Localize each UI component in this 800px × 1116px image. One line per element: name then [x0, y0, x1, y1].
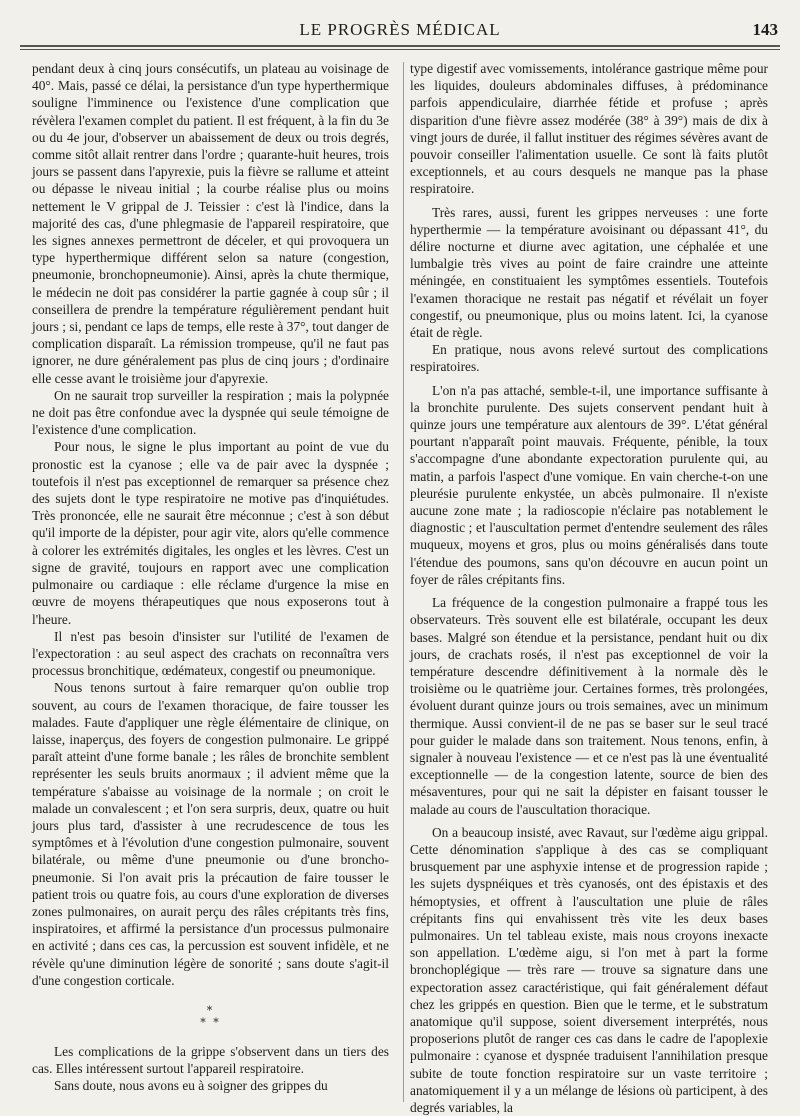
page-header: [20, 18, 780, 48]
paragraph: pendant deux à cinq jours consécutifs, un plateau au voisinage de 40°. Mais, passé ce délai, la persistance d'un type hyperthermique souligne l'imminence ou l'existence d'une complication que révèlera l'examen complet du patient. Il est fréquent, à la fin du 3e ou du 4e jour, d'observer un abaissement de deux ou trois degrés, comme sitôt allait rentrer dans l'ordre ; quarante-huit heures, trois jours se passent dans l'apyrexie, puis la fièvre se rallume et atteint ou dépasse le niveau initial ; la courbe réalise plus ou moins nettement le V grippal de J. Teissier : c'est là l'indice, dans la majorité des cas, d'une phlegmasie de l'appareil respiratoire, que les signes annexes permettront de déceler, et qui provoquera un type hyperthermique différent selon sa nature (congestion, pneumonie, bronchopneumonie). Ainsi, après la chute thermique, le médecin ne doit pas considérer la partie gagnée à coup sûr ; il conseillera de prendre la température régulièrement pendant huit jours ; si, pendant ce laps de temps, elle reste à 37°, tout danger de complication disparaît. La rémission trompeuse, qu'il ne faut pas ignorer, ne dure généralement pas plus de cinq jours ; d'ordinaire elle cesse avant le troisième jour d'apyrexie.: [32, 61, 389, 386]
paragraph: Sans doute, nous avons eu à soigner des grippes du: [54, 1078, 328, 1094]
paragraph: Pour nous, le signe le plus important au point de vue du pronostic est la cyanose ; elle va de pair avec la dyspnée ; toutefois il n'est pas exceptionnel de remarquer sa présence chez des sujets dont le type respiratoire ne motive pas d'inquiétudes. Très prononcée, elle ne saurait être méconnue ; c'est à son début qu'il importe de la dépister, pour agir vite, alors qu'elle commence à colorer les extrémités digitales, les ongles et les lèvres. C'est un signe de gravité, toujours en rapport avec une complication pulmonaire ou cardiaque : elle réclame d'urgence la mise en œuvre de moyens thérapeutiques que nous exposerons tout à l'heure.: [32, 439, 389, 627]
paragraph: L'on n'a pas attaché, semble-t-il, une importance suffisante à la bronchite purulente. Des sujets conservent pendant huit à quinze jours une température aux alentours de 39°. L'état général pourtant n'apparaît point mauvais. Fréquente, pénible, la toux s'accompagne d'une abondante expectoration purulente qui, au matin, a parfois l'aspect d'une vomique. En vain cherche-t-on une pleurésie purulente enkystée, un abcès pulmonaire. Il n'existe aucune zone mate ; la radioscopie n'éclaire pas notablement le diagnostic ; et l'auscultation permet d'entendre seulement des râles muqueux, moyens et gros, plus ou moins généralisés dans toute l'étendue des poumons, sans qu'on découvre en aucun point un foyer de râles crépitants fins.: [410, 382, 768, 587]
paragraph: La fréquence de la congestion pulmonaire a frappé tous les observateurs. Très souvent elle est bilatérale, occupant les deux bases. Malgré son étendue et la persistance, pendant huit ou dix jours, de crachats rosés, il n'est pas exceptionnel de voir la température descendre définitivement à la normale dès le troisième ou le quatrième jour. Certaines formes, très prolongées, évoluent durant quinze jours ou trois semaines, avec un minimum thermique. Aussi convient-il de ne pas se baser sur le seul tracé pour guider le malade dans son traitement. Nous tenons, enfin, à signaler à nouveau l'existence — et ce n'est pas là une éventualité exceptionnelle — de la congestion latente, source de bien des mésaventures, pour qui ne sait la dépister en faisant tousser le malade au cours de l'auscultation thoracique.: [410, 595, 768, 817]
column-divider: [403, 62, 404, 1102]
paragraph: Très rares, aussi, furent les grippes nerveuses : une forte hyperthermie — la température avoisinant ou dépassant 41°, du délire nocturne et diurne avec agitation, une céphalée et une lumbalgie très vives au point de faire craindre une atteinte méningée, en constituaient les symptômes essentiels. Toutefois l'examen thoracique ne restait pas négatif et révélait un foyer congestif, ou pneumonique, plus ou moins latent. Ici, la cyanose était de règle.: [410, 204, 768, 341]
page-number: 143: [752, 20, 778, 39]
section-asterism: * * *: [200, 1003, 221, 1029]
right-column: [410, 60, 768, 1116]
left-column: [32, 60, 389, 1095]
paragraph: Il n'est pas besoin d'insister sur l'utilité de l'examen de l'expectoration : au seul aspect des crachats on reconnaîtra vers processus bronchitique, œdémateux, congestif ou pneumonique.: [32, 628, 389, 679]
paragraph: Les complications de la grippe s'observent dans un tiers des cas. Elles intéressent surtout l'appareil respiratoire.: [32, 1043, 389, 1077]
paragraph: type digestif avec vomissements, intolérance gastrique même pour les liquides, douleurs abdominales diffuses, à prédominance parfois appendiculaire, diarrhée fétide et profuse ; après disparition d'une fièvre assez modérée (38° à 39°) mais de dix à vingt jours de durée, il fallut instituer des régimes sévères avant de pouvoir conseiller l'alimentation usuelle. Ce sont là faits plutôt exceptionnels, et au cours desquels ne manque pas la phase respiratoire.: [410, 61, 768, 197]
paragraph: Nous tenons surtout à faire remarquer qu'on oublie trop souvent, au cours de l'examen thoracique, de faire tousser les malades. Faute d'appliquer une règle élémentaire de clinique, on laisse, inaperçus, des foyers de congestion pulmonaire. Le grippé paraît atteint d'une forme banale ; les râles de bronchite semblent représenter les seuls bruits anormaux ; il advient même que la température s'abaisse au voisinage de la normale ; on croit le malade un convalescent ; et l'on sera surpris, deux, quatre ou huit jours plus tard, d'assister à une recrudescence de tous les symptômes et à l'évolution d'une congestion pulmonaire, souvent bilatérale, ou même d'une pneumonie ou d'une broncho-pneumonie. Si l'on avait pris la précaution de faire tousser le patient trois ou quatre fois, au cours d'une exploration de diverses zones pulmonaires, on aurait perçu des râles crépitants très fins, inspiratoires, et affirmé la persistance d'un processus pulmonaire en activité ; dans ces cas, la percussion est souvent infidèle, et ne révèle qu'une diminution légère de sonorité ; sans doute s'agit-il d'une congestion corticale.: [32, 680, 389, 988]
paragraph: On ne saurait trop surveiller la respiration ; mais la polypnée ne doit pas être confondue avec la dyspnée qui seule témoigne de l'existence d'une complication.: [32, 387, 389, 438]
header-rule-thin: [20, 49, 780, 50]
paragraph: On a beaucoup insisté, avec Ravaut, sur l'œdème aigu grippal. Cette dénomination s'applique à des cas se compliquant brusquement par une asphyxie intense et de progression rapide ; les sujets dyspnéiques et très cyanosés, ont des épistaxis et des hémoptysies, et offrent à l'auscultation une pluie de râles crépitants fins qui envahissent très vite les deux bases pulmonaires. Un tel tableau existe, mais nous croyons inexacte son appellation. L'œdème aigu, si l'on met à part la forme bronchoplégique — très rare — trouve sa signature dans une expectoration assez caractéristique, qui fait généralement défaut chez les grippés en question. Bien que le terme, et le substratum anatomique qu'il suppose, soient diversement interprétés, nous proposerions plutôt de ranger ces cas dans le cadre de l'apoplexie pulmonaire : cyanose et dyspnée traduisent l'annihilation presque subite de toute fonction respiratoire sur un vaste territoire ; anatomiquement il y a un mélange de lésions où participent, à des degrés variables, la: [410, 824, 768, 1115]
running-title: LE PROGRÈS MÉDICAL: [299, 20, 501, 39]
paragraph: En pratique, nous avons relevé surtout des complications respiratoires.: [410, 342, 768, 375]
header-rule-thick: [20, 45, 780, 47]
